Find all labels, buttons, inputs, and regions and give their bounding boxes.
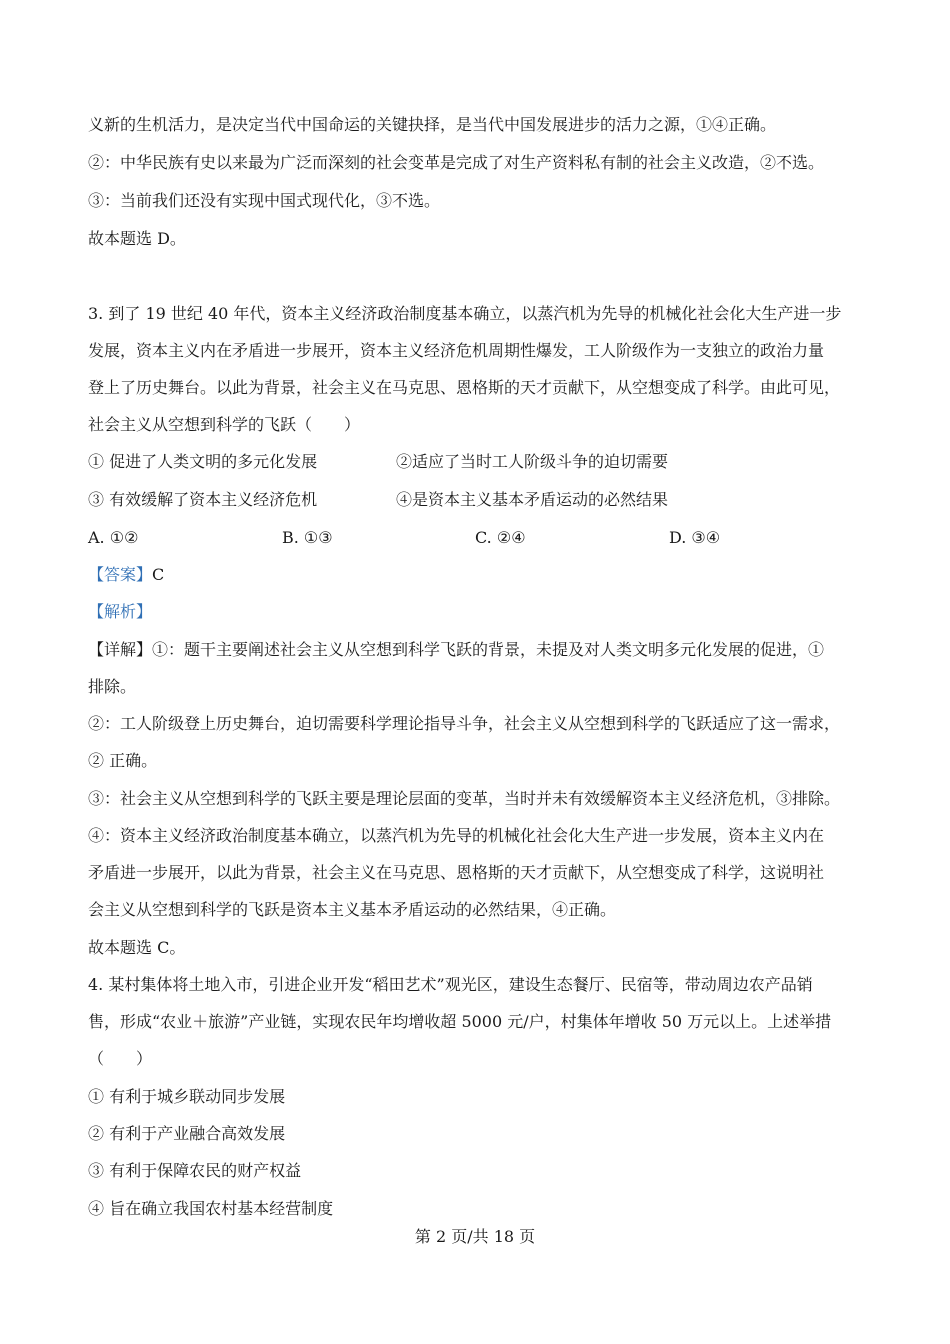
q4-statement-3: ③ 有利于保障农民的财产权益 [88,1161,302,1180]
q3-detail-line: 【详解】①：题干主要阐述社会主义从空想到科学飞跃的背景，未提及对人类文明多元化发展的促进，① [88,640,825,659]
q3-detail-line: 会主义从空想到科学的飞跃是资本主义基本矛盾运动的必然结果，④正确。 [88,900,617,919]
q3-detail-line: ③：社会主义从空想到科学的飞跃主要是理论层面的变革，当时并未有效缓解资本主义经济危机，③排除。 [88,789,841,808]
q3-choice-a: A. ①② [88,528,139,547]
q3-statement-1: ① 促进了人类文明的多元化发展 [88,452,318,471]
q3-detail-line: ④：资本主义经济政治制度基本确立，以蒸汽机为先导的机械化社会化大生产进一步发展，资本主义内在 [88,826,825,845]
q3-answer-value: C [152,565,165,584]
prev-explanation-line: ③：当前我们还没有实现中国式现代化，③不选。 [88,191,441,210]
prev-explanation-conclusion: 故本题选 D。 [88,229,186,248]
q3-detail-line: ② 正确。 [88,751,158,770]
q3-stem-line: 社会主义从空想到科学的飞跃（ ） [88,415,361,434]
q4-statement-4: ④ 旨在确立我国农村基本经营制度 [88,1199,334,1218]
q3-statement-2: ②适应了当时工人阶级斗争的迫切需要 [396,452,669,471]
q4-statement-1: ① 有利于城乡联动同步发展 [88,1087,286,1106]
q4-stem-line: （ ） [88,1049,153,1068]
q3-stem-line: 登上了历史舞台。以此为背景，社会主义在马克思、恩格斯的天才贡献下，从空想变成了科学。由此可见， [88,378,841,397]
q4-statement-2: ② 有利于产业融合高效发展 [88,1124,286,1143]
q3-detail-line: 矛盾进一步展开，以此为背景，社会主义在马克思、恩格斯的天才贡献下，从空想变成了科学，这说明社 [88,863,825,882]
analysis-tag: 【解析】 [88,602,153,621]
page-footer: 第 2 页/共 18 页 [414,1227,536,1246]
q4-stem-line: 4. 某村集体将土地入市，引进企业开发“稻田艺术”观光区，建设生态餐厅、民宿等，带动周边农产品销 [88,975,813,994]
q3-detail-conclusion: 故本题选 C。 [88,938,186,957]
q3-detail-line: ②：工人阶级登上历史舞台，迫切需要科学理论指导斗争，社会主义从空想到科学的飞跃适应了这一需求， [88,714,841,733]
q3-detail-line: 排除。 [88,677,137,696]
q3-statement-3: ③ 有效缓解了资本主义经济危机 [88,490,318,509]
q3-choice-b: B. ①③ [282,528,333,547]
q3-answer-row [88,565,164,585]
q4-stem-line: 售，形成“农业＋旅游”产业链，实现农民年均增收超 5000 元/户，村集体年增收 50 万元以上。上述举措 [88,1012,832,1031]
prev-explanation-line: ②：中华民族有史以来最为广泛而深刻的社会变革是完成了对生产资料私有制的社会主义改造，②不选。 [88,153,825,172]
q3-stem-line: 发展，资本主义内在矛盾进一步展开，资本主义经济危机周期性爆发，工人阶级作为一支独立的政治力量 [88,341,825,360]
answer-tag: 【答案】 [88,565,153,584]
q3-statement-4: ④是资本主义基本矛盾运动的必然结果 [396,490,669,509]
q3-stem-line: 3. 到了 19 世纪 40 年代，资本主义经济政治制度基本确立，以蒸汽机为先导的机械化社会化大生产进一步 [88,304,842,323]
q3-choice-c: C. ②④ [475,528,526,547]
q3-choice-d: D. ③④ [669,528,721,547]
prev-explanation-line: 义新的生机活力，是决定当代中国命运的关键抉择，是当代中国发展进步的活力之源，①④正确。 [88,115,777,134]
